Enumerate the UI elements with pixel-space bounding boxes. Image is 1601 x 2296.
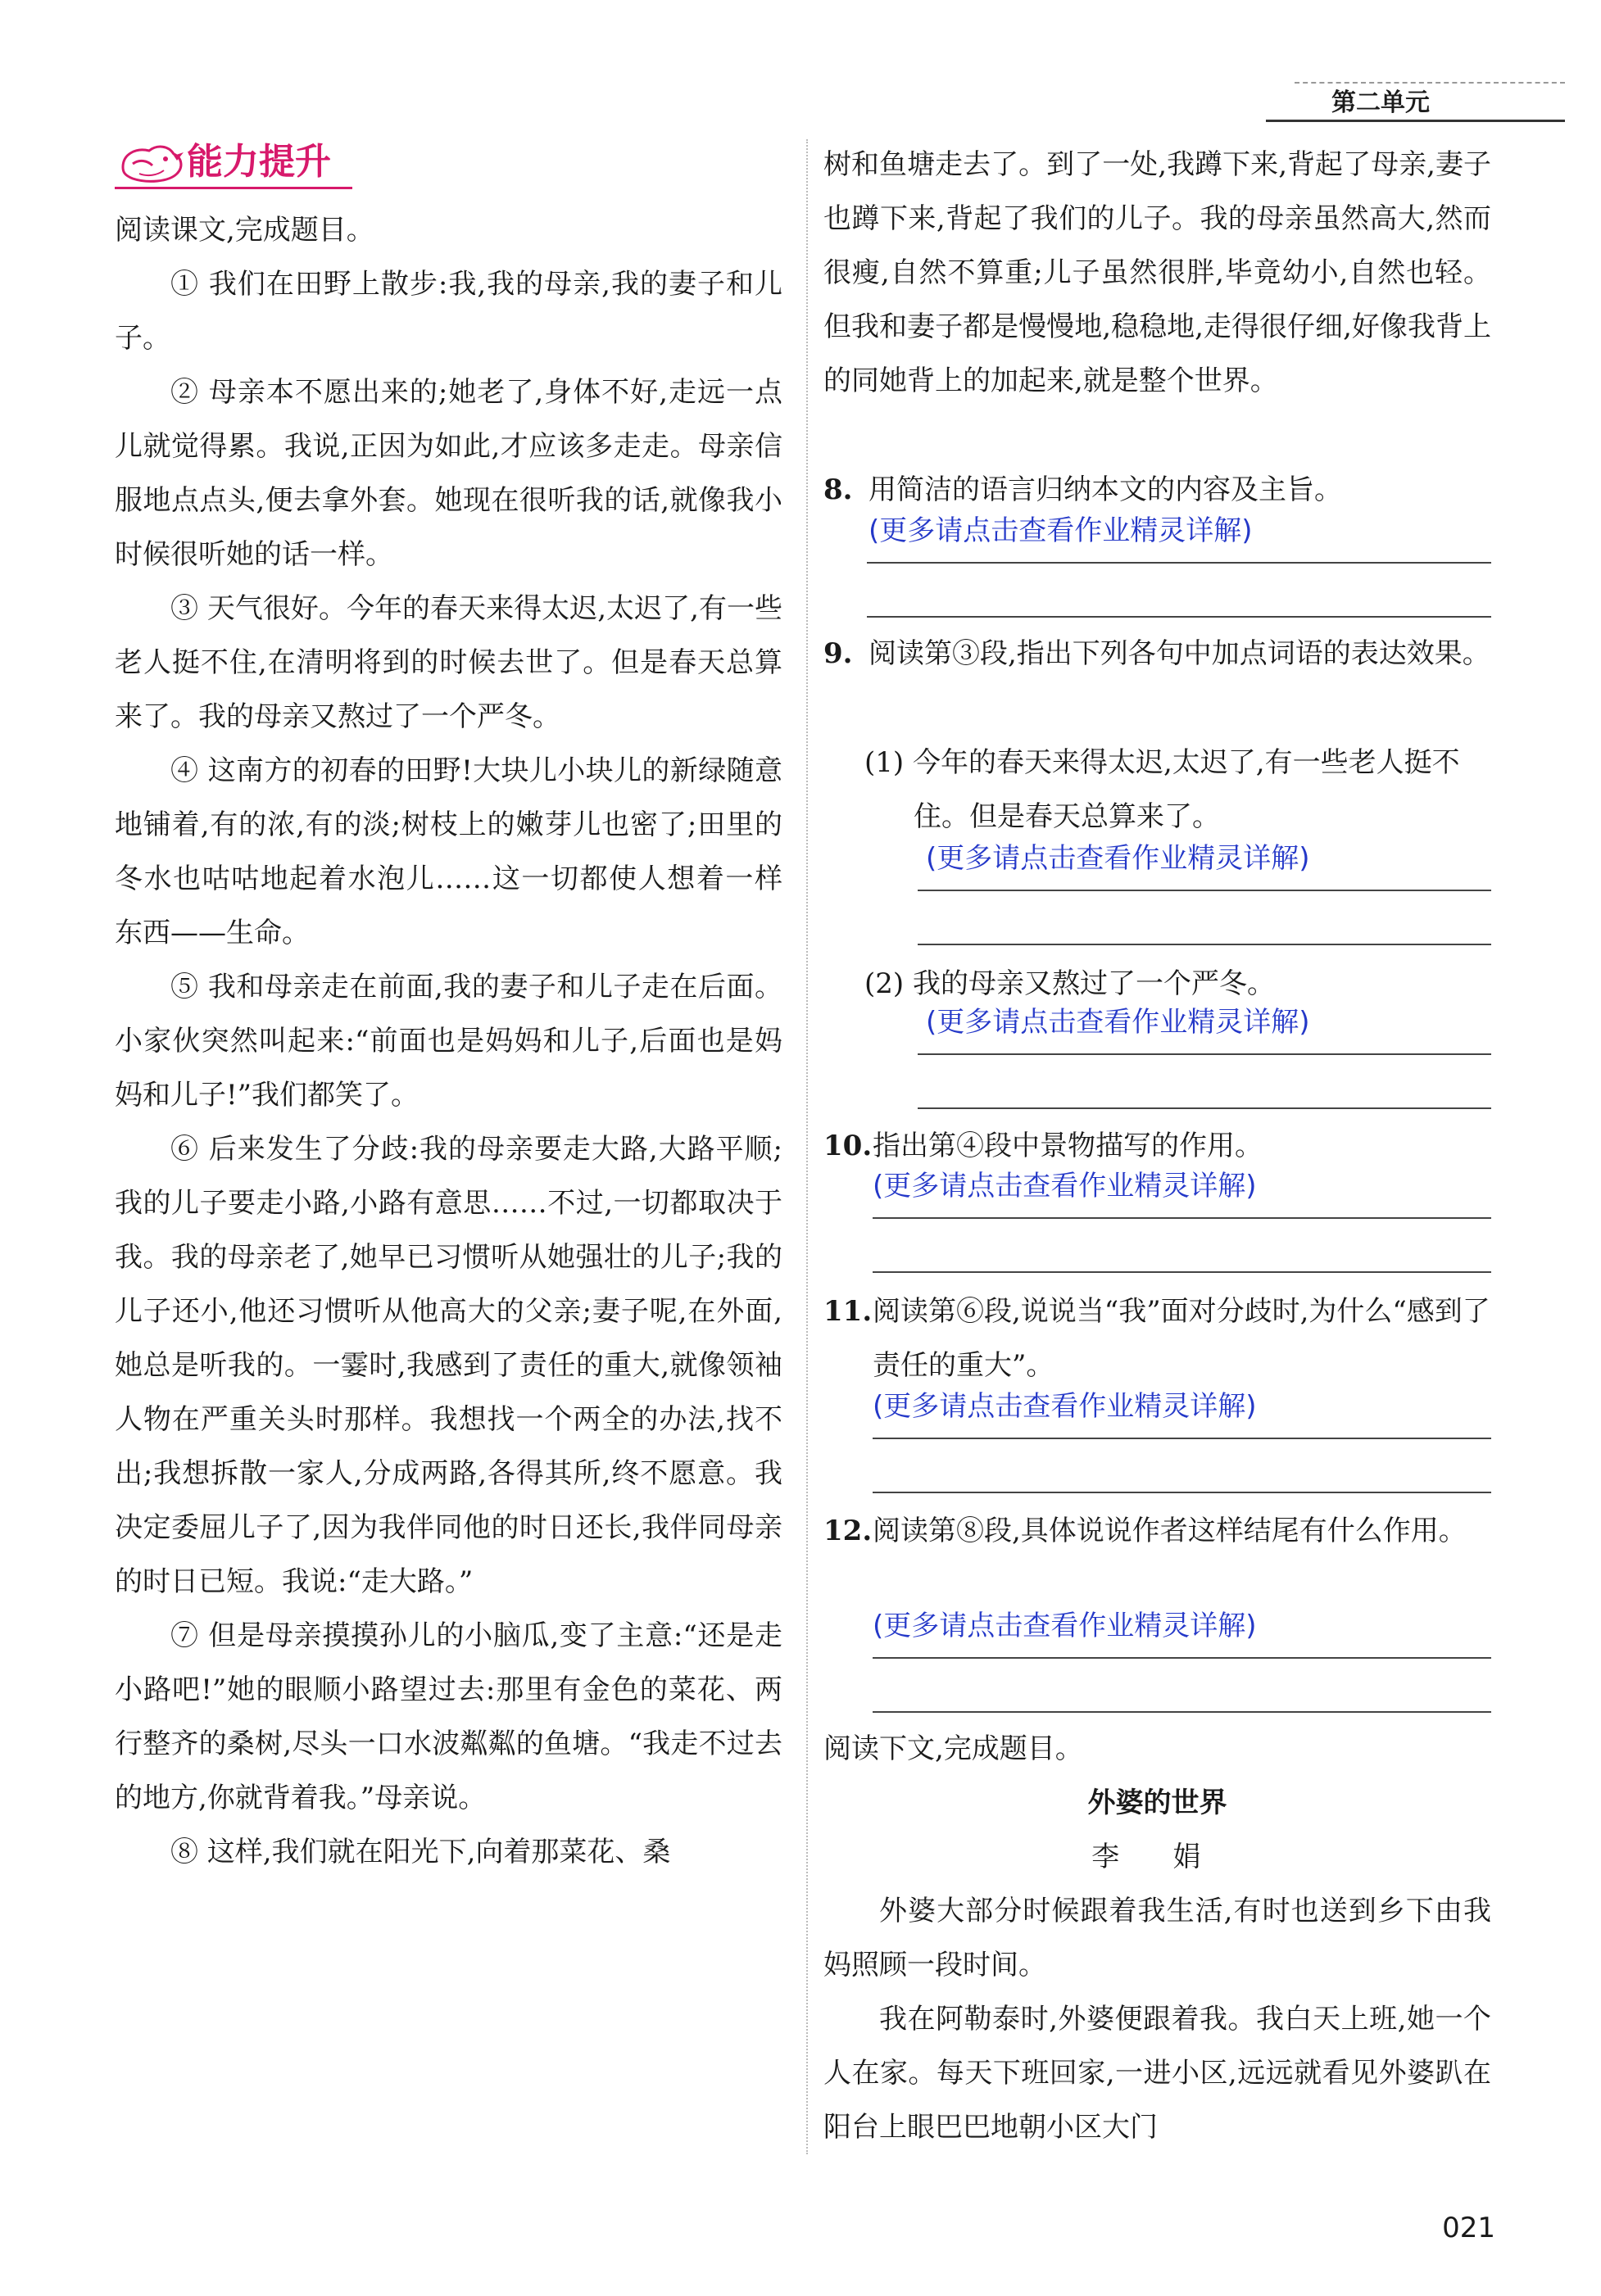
answer-line [873, 1492, 1491, 1493]
section-underline [115, 187, 352, 189]
question-number: 9. [823, 637, 853, 670]
answer-link[interactable]: (更多请点击查看作业精灵详解) [873, 1610, 1257, 1642]
answer-link[interactable]: (更多请点击查看作业精灵详解) [926, 842, 1310, 875]
passage-paragraph-8-continued: 树和鱼塘走去了。到了一处,我蹲下来,背起了母亲,妻子也蹲下来,背起了我们的儿子。我的母亲虽然高大,然而很瘦,自然不算重;儿子虽然很胖,毕竟幼小,自然也轻。但我和妻子都是慢慢地,稳稳地,走得很仔细,好像我背上的同她背上的加起来,就是整个世界。 [823, 148, 1491, 397]
question-text: 指出第④段中景物描写的作用。 [873, 1130, 1263, 1162]
answer-link[interactable]: (更多请点击查看作业精灵详解) [873, 1390, 1257, 1423]
answer-line [867, 562, 1491, 564]
question-text: 阅读第⑥段,说说当“我”面对分歧时,为什么“感到了责任的重大”。 [873, 1295, 1490, 1382]
answer-link[interactable]: (更多请点击查看作业精灵详解) [869, 514, 1253, 547]
column-divider [806, 139, 808, 2154]
article-author: 李 娟 [1091, 1841, 1223, 1873]
answer-line [873, 1438, 1491, 1439]
question-text: 用简洁的语言归纳本文的内容及主旨。 [869, 473, 1342, 506]
question-text: 阅读第③段,指出下列各句中加点词语的表达效果。 [869, 637, 1490, 670]
question-8 [823, 463, 1491, 517]
question-12 [823, 1504, 1491, 1558]
answer-line [873, 1657, 1491, 1659]
sub-question-text: (2) 我的母亲又熬过了一个严冬。 [864, 967, 1275, 1000]
answer-line [918, 890, 1491, 891]
passage-paragraph-5: ⑤ 我和母亲走在前面,我的妻子和儿子走在后面。小家伙突然叫起来:“前面也是妈妈和儿子,后面也是妈妈和儿子!”我们都笑了。 [115, 971, 782, 1112]
answer-line [918, 944, 1491, 945]
passage-paragraph-4: ④ 这南方的初春的田野!大块儿小块儿的新绿随意地铺着,有的浓,有的淡;树枝上的嫩芽儿也密了;田里的冬水也咕咕地起着水泡儿……这一切都使人想着一样东西——生命。 [115, 754, 782, 949]
header-rule [1266, 120, 1565, 122]
article-paragraph-1: 外婆大部分时候跟着我生活,有时也送到乡下由我妈照顾一段时间。 [823, 1895, 1491, 1981]
article-paragraph-2: 我在阿勒泰时,外婆便跟着我。我白天上班,她一个人在家。每天下班回家,一进小区,远远就看见外婆趴在阳台上眼巴巴地朝小区大门 [823, 2003, 1491, 2144]
answer-line [867, 616, 1491, 618]
article-body [823, 1884, 1491, 2154]
answer-line [918, 1053, 1491, 1055]
question-9-sub-1 [864, 736, 1491, 844]
passage-paragraph-2: ② 母亲本不愿出来的;她老了,身体不好,走远一点儿就觉得累。我说,正因为如此,才应该多走走。母亲信服地点点头,便去拿外套。她现在很听我的话,就像我小时候很听她的话一样。 [115, 376, 782, 571]
question-11 [823, 1284, 1491, 1393]
header-dashed-line [1295, 82, 1565, 84]
passage-left-column [115, 203, 782, 1879]
question-text: 阅读第⑧段,具体说说作者这样结尾有什么作用。 [873, 1515, 1467, 1547]
passage-continuation [823, 138, 1491, 408]
page-number: 021 [1442, 2212, 1495, 2244]
answer-line [918, 1107, 1491, 1109]
passage-paragraph-3: ③ 天气很好。今年的春天来得太迟,太迟了,有一些老人挺不住,在清明将到的时候去世了。但是春天总算来了。我的母亲又熬过了一个严冬。 [115, 592, 782, 733]
answer-line [873, 1711, 1491, 1713]
passage-paragraph-7: ⑦ 但是母亲摸摸孙儿的小脑瓜,变了主意:“还是走小路吧!”她的眼顺小路望过去:那里有金色的菜花、两行整齐的桑树,尽头一口水波粼粼的鱼塘。“我走不过去的地方,你就背着我。”母亲说。 [115, 1619, 782, 1814]
answer-line [873, 1217, 1491, 1219]
question-number: 12. [823, 1515, 873, 1547]
answer-link[interactable]: (更多请点击查看作业精灵详解) [873, 1170, 1257, 1202]
passage-paragraph-1: ① 我们在田野上散步:我,我的母亲,我的妻子和儿子。 [115, 268, 782, 355]
reading-instruction-2: 阅读下文,完成题目。 [823, 1732, 1083, 1765]
section-title: 能力提升 [187, 141, 331, 183]
question-9 [823, 627, 1491, 681]
reading-instruction: 阅读课文,完成题目。 [115, 214, 374, 247]
answer-line [873, 1271, 1491, 1273]
question-number: 11. [823, 1295, 873, 1328]
passage-paragraph-6: ⑥ 后来发生了分歧:我的母亲要走大路,大路平顺;我的儿子要走小路,小路有意思……不过,一切都取决于我。我的母亲老了,她早已习惯听从她强壮的儿子;我的儿子还小,他还习惯听从他高大的父亲;妻子呢,在外面,她总是听我的。一霎时,我感到了责任的重大,就像领袖人物在严重关头时那样。我想找一个两全的办法,找不出;我想拆散一家人,分成两路,各得其所,终不愿意。我决定委屈儿子了,因为我伴同他的时日还长,我伴同母亲的时日已短。我说:“走大路。” [115, 1133, 782, 1598]
article-title: 外婆的世界 [1087, 1787, 1227, 1819]
question-number: 10. [823, 1130, 873, 1162]
passage-paragraph-8: ⑧ 这样,我们就在阳光下,向着那菜花、桑 [170, 1836, 671, 1868]
answer-link[interactable]: (更多请点击查看作业精灵详解) [926, 1006, 1310, 1039]
chick-icon [115, 138, 188, 187]
sub-question-text: (1) 今年的春天来得太迟,太迟了,有一些老人挺不住。但是春天总算来了。 [864, 746, 1460, 833]
question-number: 8. [823, 473, 853, 506]
unit-label: 第二单元 [1331, 88, 1430, 117]
